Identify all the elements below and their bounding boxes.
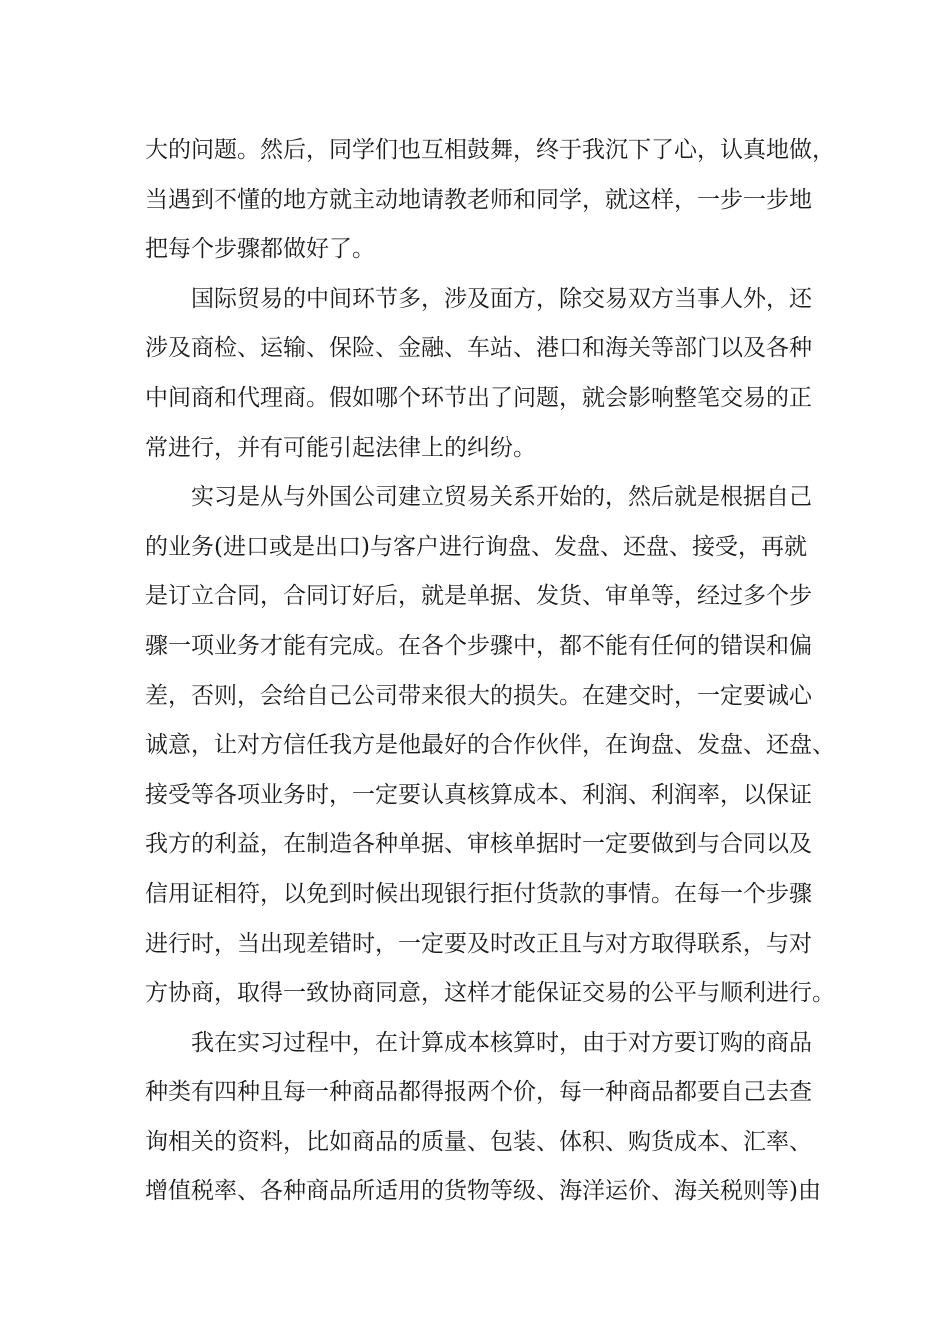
paragraph-line: 大的问题。然后，同学们也互相鼓舞，终于我沉下了心，认真地做， — [145, 137, 835, 163]
paragraph-line: 把每个步骤都做好了。 — [145, 236, 375, 263]
paragraph-line: 种类有四种且每一种商品都得报两个价，每一种商品都要自己去查 — [145, 1079, 812, 1106]
paragraph-line: 的业务(进口或是出口)与客户进行询盘、发盘、还盘、接受，再就 — [145, 533, 807, 560]
paragraph-line: 我在实习过程中，在计算成本核算时，由于对方要订购的商品 — [191, 1029, 812, 1056]
paragraph-line: 常进行，并有可能引起法律上的纠纷。 — [145, 434, 536, 461]
paragraph-line: 当遇到不懂的地方就主动地请教老师和同学，就这样，一步一步地 — [145, 186, 812, 213]
paragraph-line: 涉及商检、运输、保险、金融、车站、港口和海关等部门以及各种 — [145, 335, 812, 362]
paragraph-line: 是订立合同，合同订好后，就是单据、发货、审单等，经过多个步 — [145, 583, 812, 610]
paragraph-line: 我方的利益，在制造各种单据、审核单据时一定要做到与合同以及 — [145, 831, 812, 858]
paragraph-line: 实习是从与外国公司建立贸易关系开始的，然后就是根据自己 — [191, 484, 812, 511]
paragraph-line: 诚意，让对方信任我方是他最好的合作伙伴，在询盘、发盘、还盘、 — [145, 732, 835, 759]
paragraph-4 — [145, 1019, 825, 1217]
paragraph-2 — [145, 275, 825, 473]
paragraph-line: 差，否则，会给自己公司带来很大的损失。在建交时，一定要诚心 — [145, 682, 812, 709]
paragraph-1 — [145, 126, 835, 275]
paragraph-line: 增值税率、各种商品所适用的货物等级、海洋运价、海关税则等)由 — [145, 1178, 821, 1205]
paragraph-3 — [145, 473, 835, 1019]
paragraph-line: 中间商和代理商。假如哪个环节出了问题，就会影响整笔交易的正 — [145, 384, 812, 411]
paragraph-line: 接受等各项业务时，一定要认真核算成本、利润、利润率，以保证 — [145, 781, 812, 808]
document-body — [145, 126, 835, 1217]
paragraph-line: 国际贸易的中间环节多，涉及面方，除交易双方当事人外，还 — [191, 285, 812, 312]
paragraph-line: 进行时，当出现差错时，一定要及时改正且与对方取得联系，与对 — [145, 930, 812, 957]
paragraph-line: 骤一项业务才能有完成。在各个步骤中，都不能有任何的错误和偏 — [145, 632, 812, 659]
paragraph-line: 方协商，取得一致协商同意，这样才能保证交易的公平与顺利进行。 — [145, 980, 835, 1007]
paragraph-line: 信用证相符，以免到时候出现银行拒付货款的事情。在每一个步骤 — [145, 880, 812, 907]
paragraph-line: 询相关的资料，比如商品的质量、包装、体积、购货成本、汇率、 — [145, 1128, 812, 1155]
